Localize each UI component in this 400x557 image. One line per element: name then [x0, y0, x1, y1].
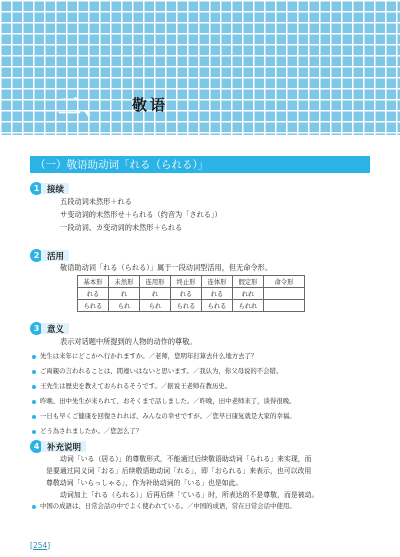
example-sentence	[40, 427, 142, 436]
table-header-cell: 未然形	[109, 276, 140, 288]
table-header-cell: 假定形	[233, 276, 264, 288]
table-cell: れれ	[233, 288, 264, 300]
table-cell: られる	[202, 300, 233, 312]
chapter-number: 二、	[58, 94, 108, 120]
supplement-paragraph: 动词加上「れる（られる）」后再后续「ている」时，所表达的不是尊敬，而是被动。	[60, 491, 319, 499]
example-cn: ／昨晚，田中老师来了，谈得很晚。	[193, 397, 296, 405]
bullet-icon	[32, 385, 36, 389]
example-jp: 中国の成語は、日常会話の中でよく使われている。	[40, 502, 187, 510]
subsection-meaning	[30, 322, 69, 335]
example-cn: ／您怎么了？	[103, 427, 143, 435]
subsection-title: 接续	[41, 183, 69, 194]
bullet-icon	[32, 355, 36, 359]
connection-line: 一段动词、カ变动词的未然形＋られる	[60, 223, 183, 232]
bullet-icon	[32, 430, 36, 434]
table-header-row	[78, 276, 305, 288]
example-cn: ／据说王老师在教历史。	[160, 382, 232, 390]
table-cell: れる	[202, 288, 233, 300]
table-row	[78, 288, 305, 300]
table-cell: られれ	[233, 300, 264, 312]
number-badge: 4	[30, 440, 43, 453]
table-cell: られ	[140, 300, 171, 312]
example-cn: ／老师，您明年打算去什么地方去了？	[148, 352, 258, 360]
meaning-intro: 表示对话题中所提到的人物的动作的尊敬。	[60, 337, 197, 346]
subsection-supplement	[30, 440, 86, 453]
table-header-cell: 连用形	[140, 276, 171, 288]
table-header-cell: 命令形	[264, 276, 305, 288]
example-sentence	[40, 382, 231, 391]
section-title-bar	[30, 156, 370, 173]
table-cell: れ	[140, 288, 171, 300]
bullet-icon	[32, 415, 36, 419]
table-cell: れ	[109, 288, 140, 300]
example-jp: ご両親の言われることは、間違いはないと思います。	[40, 367, 193, 375]
table-cell: れる	[171, 288, 202, 300]
bullet-icon	[32, 400, 36, 404]
subsection-connection	[30, 182, 69, 195]
table-cell: れる	[78, 288, 109, 300]
table-cell: られ	[109, 300, 140, 312]
conjugation-table	[77, 275, 305, 312]
page-number: [254]	[30, 541, 51, 550]
section-title: （一）敬语助动词「れる（られる）」	[35, 159, 209, 171]
table-cell: られる	[171, 300, 202, 312]
table-header-cell: 终止形	[171, 276, 202, 288]
number-badge: 2	[30, 249, 43, 262]
table-cell: られる	[78, 300, 109, 312]
supplement-paragraph: 是要通过同义词「おる」后续敬语助动词「れる」，即「おられる」来表示，也可以改用	[46, 467, 312, 475]
subsection-title: 意义	[41, 323, 69, 334]
supplement-paragraph: 动词「いる（居る）」的尊敬形式，不能通过后续敬语助动词「られる」来实现，而	[60, 455, 312, 463]
example-jp: 先生は来年にどこかへ行かれますか。	[40, 352, 149, 360]
bullet-icon	[32, 505, 36, 509]
example-jp: 一日も早くご健康を回復されれば、みんなの幸せですが。	[40, 412, 207, 420]
conjugation-intro: 敬语助动词「れる（られる）」属于一段动词型活用，但无命令形。	[60, 263, 273, 272]
connection-line: 五段动词未然形＋れる	[60, 197, 132, 206]
example-cn: ／您早日康复就是大家的幸福。	[206, 412, 296, 420]
example-cn: ／我认为，你父母说的不会错。	[192, 367, 283, 375]
example-sentence	[40, 412, 296, 421]
example-jp: 王先生は歴史を教えておられるそうです。	[40, 382, 161, 390]
page-number-value: 254	[32, 541, 48, 550]
supplement-example	[40, 502, 296, 511]
number-badge: 3	[30, 322, 43, 335]
example-sentence	[40, 397, 296, 406]
bullet-icon	[32, 370, 36, 374]
example-jp: 昨晩、田中先生が来られて、おそくまで話しました。	[40, 397, 194, 405]
table-cell	[264, 300, 305, 312]
example-jp: どう為されましたか。	[40, 427, 104, 435]
supplement-paragraph: 尊敬动词「いらっしゃる」，作为补助动词的「いる」也是如此。	[46, 479, 243, 487]
subsection-conjugation	[30, 249, 69, 262]
chapter-title: 敬语	[132, 96, 169, 114]
subsection-title: 补充说明	[41, 441, 86, 452]
table-row	[78, 300, 305, 312]
example-cn: ／中国的成语，常在日常会话中使用。	[186, 502, 296, 510]
table-header-cell: 基本形	[78, 276, 109, 288]
number-badge: 1	[30, 182, 43, 195]
example-sentence	[40, 367, 282, 376]
table-cell	[264, 288, 305, 300]
table-header-cell: 连体形	[202, 276, 233, 288]
example-sentence	[40, 352, 257, 361]
connection-line: サ变动词的未然形せ＋られる（约音为「される」）	[60, 210, 222, 219]
subsection-title: 活用	[41, 250, 69, 261]
